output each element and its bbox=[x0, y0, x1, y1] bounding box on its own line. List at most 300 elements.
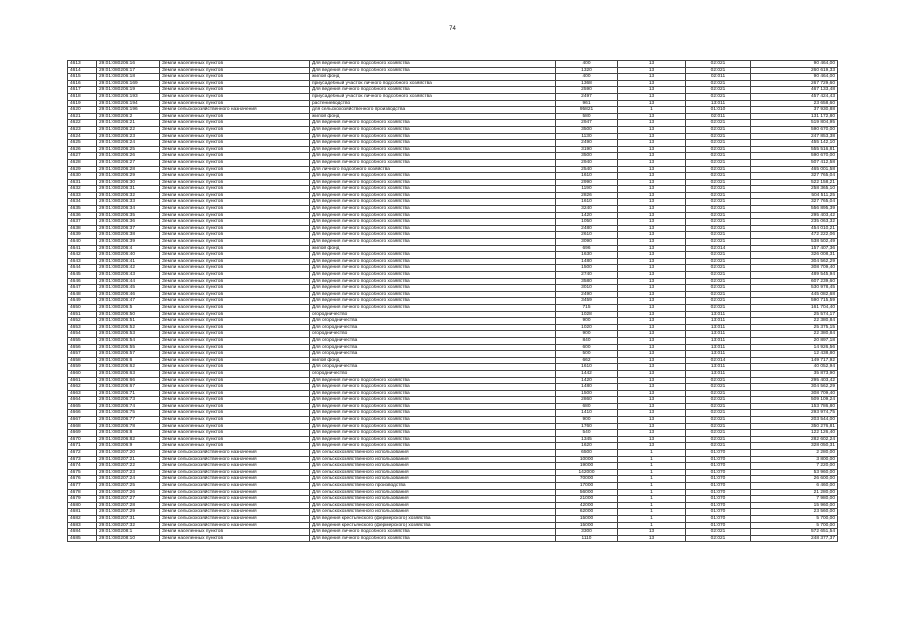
permitted-use-cell: Для сельскохозяйственного использования bbox=[310, 463, 556, 470]
row-number-cell: 4674 bbox=[68, 463, 97, 470]
land-category-cell: Земли населенных пунктов bbox=[160, 258, 310, 265]
code-cell: 01:070 bbox=[686, 463, 751, 470]
code-cell: 02:021 bbox=[686, 126, 751, 133]
permitted-use-cell: Для ведения личного подсобного хозяйства bbox=[310, 232, 556, 239]
group-cell: 13 bbox=[618, 74, 686, 81]
permitted-use-cell: жилой фонд bbox=[310, 357, 556, 364]
land-category-cell: Земли населенных пунктов bbox=[160, 535, 310, 542]
cadastral-number-cell: 29:01:080206:55 bbox=[97, 344, 160, 351]
cadastral-value-cell: 40 052,94 bbox=[751, 364, 838, 371]
code-cell: 02:021 bbox=[686, 436, 751, 443]
row-number-cell: 4666 bbox=[68, 410, 97, 417]
cadastral-number-cell: 29:01:080206:33 bbox=[97, 199, 160, 206]
cadastral-number-cell: 29:01:080206:23 bbox=[97, 133, 160, 140]
permitted-use-cell: растениеводство bbox=[310, 100, 556, 107]
table-row bbox=[68, 337, 838, 344]
cadastral-value-cell: 12 438,80 bbox=[751, 351, 838, 358]
group-cell: 13 bbox=[618, 272, 686, 279]
cadastral-value-cell: 590 715,59 bbox=[751, 298, 838, 305]
land-category-cell: Земли сельскохозяйственного назначения bbox=[160, 496, 310, 503]
area-cell: 900 bbox=[556, 318, 618, 325]
permitted-use-cell: Для ведения личного подсобного хозяйства bbox=[310, 377, 556, 384]
cadastral-value-cell: 555 516,81 bbox=[751, 146, 838, 153]
code-cell: 02:014 bbox=[686, 245, 751, 252]
cadastral-value-cell: 153 786,80 bbox=[751, 403, 838, 410]
cadastral-number-cell: 29:01:080208:10 bbox=[97, 535, 160, 542]
group-cell: 13 bbox=[618, 285, 686, 292]
cadastral-number-cell: 29:01:080206:22 bbox=[97, 126, 160, 133]
table-row bbox=[68, 291, 838, 298]
land-category-cell: Земли населенных пунктов bbox=[160, 120, 310, 127]
table-row bbox=[68, 496, 838, 503]
row-number-cell: 4629 bbox=[68, 166, 97, 173]
group-cell: 1 bbox=[618, 489, 686, 496]
table-row bbox=[68, 120, 838, 127]
land-category-cell: Земли населенных пунктов bbox=[160, 384, 310, 391]
area-cell: 3240 bbox=[556, 206, 618, 213]
area-cell: 1410 bbox=[556, 410, 618, 417]
land-category-cell: Земли населенных пунктов bbox=[160, 529, 310, 536]
permitted-use-cell: Для ведения личного подсобного хозяйства bbox=[310, 417, 556, 424]
group-cell: 13 bbox=[618, 364, 686, 371]
cadastral-number-cell: 29:01:080207:21 bbox=[97, 456, 160, 463]
cadastral-number-cell: 29:01:080206:17 bbox=[97, 67, 160, 74]
table-row bbox=[68, 232, 838, 239]
table-row bbox=[68, 186, 838, 193]
code-cell: 02:021 bbox=[686, 417, 751, 424]
code-cell: 02:021 bbox=[686, 80, 751, 87]
area-cell: 600 bbox=[556, 344, 618, 351]
row-number-cell: 4656 bbox=[68, 344, 97, 351]
cadastral-value-cell: 161 704,40 bbox=[751, 304, 838, 311]
page-number: 74 bbox=[449, 26, 456, 32]
land-category-cell: Земли населенных пунктов bbox=[160, 87, 310, 94]
table-row bbox=[68, 206, 838, 213]
row-number-cell: 4671 bbox=[68, 443, 97, 450]
group-cell: 13 bbox=[618, 265, 686, 272]
code-cell: 02:011 bbox=[686, 113, 751, 120]
land-category-cell: Земли населенных пунктов bbox=[160, 397, 310, 404]
permitted-use-cell: Для ведения личного подсобного хозяйства bbox=[310, 410, 556, 417]
group-cell: 13 bbox=[618, 357, 686, 364]
cadastral-value-cell: 350 276,81 bbox=[751, 423, 838, 430]
code-cell: 02:021 bbox=[686, 166, 751, 173]
group-cell: 13 bbox=[618, 113, 686, 120]
cadastral-number-cell: 29:01:080206:62 bbox=[97, 364, 160, 371]
table-row bbox=[68, 265, 838, 272]
group-cell: 13 bbox=[618, 304, 686, 311]
cadastral-number-cell: 29:01:080206:41 bbox=[97, 258, 160, 265]
code-cell: 02:021 bbox=[686, 258, 751, 265]
group-cell: 1 bbox=[618, 107, 686, 114]
row-number-cell: 4640 bbox=[68, 239, 97, 246]
permitted-use-cell: Для огородничества bbox=[310, 364, 556, 371]
cadastral-number-cell: 29:01:080206:6 bbox=[97, 357, 160, 364]
area-cell: 1130 bbox=[556, 133, 618, 140]
group-cell: 13 bbox=[618, 410, 686, 417]
permitted-use-cell: Для ведения личного подсобного хозяйства bbox=[310, 146, 556, 153]
area-cell: 17000 bbox=[556, 483, 618, 490]
land-category-cell: Земли населенных пунктов bbox=[160, 403, 310, 410]
cadastral-number-cell: 29:01:080206:47 bbox=[97, 298, 160, 305]
code-cell: 13:011 bbox=[686, 311, 751, 318]
permitted-use-cell: Для ведения личного подсобного хозяйства bbox=[310, 206, 556, 213]
group-cell: 13 bbox=[618, 61, 686, 68]
code-cell: 02:021 bbox=[686, 212, 751, 219]
area-cell: 1630 bbox=[556, 252, 618, 259]
cadastral-number-cell: 29:01:080206:34 bbox=[97, 206, 160, 213]
row-number-cell: 4667 bbox=[68, 417, 97, 424]
cadastral-number-cell: 29:01:080206:82 bbox=[97, 436, 160, 443]
group-cell: 13 bbox=[618, 153, 686, 160]
code-cell: 02:021 bbox=[686, 430, 751, 437]
row-number-cell: 4680 bbox=[68, 502, 97, 509]
code-cell: 02:021 bbox=[686, 390, 751, 397]
code-cell: 13:011 bbox=[686, 344, 751, 351]
permitted-use-cell: Для ведения личного подсобного хозяйства bbox=[310, 529, 556, 536]
code-cell: 02:021 bbox=[686, 192, 751, 199]
permitted-use-cell: Для сельскохозяйственного использования bbox=[310, 509, 556, 516]
permitted-use-cell: Для сельскохозяйственного использования bbox=[310, 476, 556, 483]
table-row bbox=[68, 173, 838, 180]
land-category-cell: Земли населенных пунктов bbox=[160, 140, 310, 147]
table-row bbox=[68, 397, 838, 404]
row-number-cell: 4658 bbox=[68, 357, 97, 364]
cadastral-value-cell: 22 380,84 bbox=[751, 331, 838, 338]
group-cell: 13 bbox=[618, 351, 686, 358]
area-cell: 95821 bbox=[556, 107, 618, 114]
table-row bbox=[68, 126, 838, 133]
cadastral-value-cell: 247 853,38 bbox=[751, 133, 838, 140]
row-number-cell: 4676 bbox=[68, 476, 97, 483]
code-cell: 01:070 bbox=[686, 496, 751, 503]
row-number-cell: 4650 bbox=[68, 304, 97, 311]
permitted-use-cell: Для ведения личного подсобного хозяйства bbox=[310, 535, 556, 542]
cadastral-value-cell: 35 873,90 bbox=[751, 370, 838, 377]
code-cell: 01:070 bbox=[686, 483, 751, 490]
cadastral-number-cell: 29:01:080206:50 bbox=[97, 311, 160, 318]
code-cell: 02:021 bbox=[686, 87, 751, 94]
cadastral-value-cell: 519 804,95 bbox=[751, 120, 838, 127]
permitted-use-cell: Для ведения личного подсобного хозяйства bbox=[310, 298, 556, 305]
cadastral-number-cell: 29:01:080207:25 bbox=[97, 483, 160, 490]
table-row bbox=[68, 140, 838, 147]
cadastral-number-cell: 29:01:080206:194 bbox=[97, 100, 160, 107]
area-cell: 56000 bbox=[556, 489, 618, 496]
permitted-use-cell: Для ведения личного подсобного хозяйства bbox=[310, 126, 556, 133]
group-cell: 13 bbox=[618, 192, 686, 199]
cadastral-number-cell: 29:01:080207:29 bbox=[97, 509, 160, 516]
group-cell: 13 bbox=[618, 225, 686, 232]
permitted-use-cell: Для ведения личного подсобного хозяйства bbox=[310, 225, 556, 232]
area-cell: 2497 bbox=[556, 93, 618, 100]
permitted-use-cell: Для ведения личного подсобного хозяйства bbox=[310, 291, 556, 298]
row-number-cell: 4627 bbox=[68, 153, 97, 160]
land-category-cell: Земли населенных пунктов bbox=[160, 173, 310, 180]
code-cell: 13:011 bbox=[686, 318, 751, 325]
permitted-use-cell: приусадебный участок личного подсобного хозяйства bbox=[310, 80, 556, 87]
permitted-use-cell: Для огородничества bbox=[310, 324, 556, 331]
group-cell: 13 bbox=[618, 529, 686, 536]
row-number-cell: 4643 bbox=[68, 258, 97, 265]
permitted-use-cell: Для ведения личного подсобного хозяйства bbox=[310, 120, 556, 127]
row-number-cell: 4672 bbox=[68, 450, 97, 457]
area-cell: 1345 bbox=[556, 436, 618, 443]
permitted-use-cell: Для огородничества bbox=[310, 318, 556, 325]
cadastral-number-cell: 29:01:080206:39 bbox=[97, 239, 160, 246]
land-category-cell: Земли населенных пунктов bbox=[160, 430, 310, 437]
code-cell: 01:070 bbox=[686, 476, 751, 483]
permitted-use-cell: Для ведения личного подсобного хозяйства bbox=[310, 252, 556, 259]
group-cell: 13 bbox=[618, 337, 686, 344]
cadastral-value-cell: 53 960,00 bbox=[751, 469, 838, 476]
row-number-cell: 4641 bbox=[68, 245, 97, 252]
land-category-cell: Земли населенных пунктов bbox=[160, 377, 310, 384]
cadastral-value-cell: 157 407,36 bbox=[751, 245, 838, 252]
table-row bbox=[68, 87, 838, 94]
group-cell: 13 bbox=[618, 397, 686, 404]
cadastral-number-cell: 29:01:080206:74 bbox=[97, 403, 160, 410]
land-category-cell: Земли населенных пунктов bbox=[160, 304, 310, 311]
table-row bbox=[68, 107, 838, 114]
area-cell: 1442 bbox=[556, 370, 618, 377]
permitted-use-cell: Для огородничества bbox=[310, 337, 556, 344]
cadastral-number-cell: 29:01:080207:32 bbox=[97, 522, 160, 529]
land-category-cell: Земли населенных пунктов bbox=[160, 186, 310, 193]
cadastral-number-cell: 29:01:080207:31 bbox=[97, 515, 160, 522]
row-number-cell: 4664 bbox=[68, 397, 97, 404]
table-row bbox=[68, 535, 838, 542]
land-category-cell: Земли населенных пунктов bbox=[160, 146, 310, 153]
row-number-cell: 4633 bbox=[68, 192, 97, 199]
code-cell: 02:014 bbox=[686, 357, 751, 364]
table-row bbox=[68, 331, 838, 338]
code-cell: 01:070 bbox=[686, 522, 751, 529]
code-cell: 13:011 bbox=[686, 351, 751, 358]
group-cell: 13 bbox=[618, 120, 686, 127]
land-category-cell: Земли населенных пунктов bbox=[160, 126, 310, 133]
cadastral-number-cell: 29:01:080206:57 bbox=[97, 351, 160, 358]
row-number-cell: 4684 bbox=[68, 529, 97, 536]
area-cell: 1610 bbox=[556, 364, 618, 371]
permitted-use-cell: Для ведения личного подсобного хозяйства bbox=[310, 140, 556, 147]
table-row bbox=[68, 476, 838, 483]
cadastral-number-cell: 29:01:080206:35 bbox=[97, 212, 160, 219]
permitted-use-cell: Для ведения личного подсобного хозяйства bbox=[310, 397, 556, 404]
permitted-use-cell: Для ведения личного подсобного хозяйства bbox=[310, 272, 556, 279]
land-category-cell: Земли населенных пунктов bbox=[160, 443, 310, 450]
area-cell: 62000 bbox=[556, 509, 618, 516]
permitted-use-cell: Для ведения личного подсобного хозяйства bbox=[310, 192, 556, 199]
cadastral-number-cell: 29:01:080206:67 bbox=[97, 384, 160, 391]
cadastral-number-cell: 29:01:080206:31 bbox=[97, 186, 160, 193]
permitted-use-cell: Для сельскохозяйственного использования bbox=[310, 456, 556, 463]
cadastral-number-cell: 29:01:080207:20 bbox=[97, 450, 160, 457]
cadastral-value-cell: 90 464,00 bbox=[751, 74, 838, 81]
permitted-use-cell: Для ведения личного подсобного хозяйства bbox=[310, 159, 556, 166]
row-number-cell: 4654 bbox=[68, 331, 97, 338]
cadastral-number-cell: 29:01:080206:9 bbox=[97, 443, 160, 450]
cadastral-value-cell: 25 574,17 bbox=[751, 311, 838, 318]
group-cell: 13 bbox=[618, 219, 686, 226]
permitted-use-cell: Для ведения личного подсобного хозяйства bbox=[310, 133, 556, 140]
code-cell: 01:070 bbox=[686, 515, 751, 522]
code-cell: 01:070 bbox=[686, 469, 751, 476]
area-cell: 400 bbox=[556, 61, 618, 68]
area-cell: 1610 bbox=[556, 199, 618, 206]
land-category-cell: Земли населенных пунктов bbox=[160, 80, 310, 87]
cadastral-number-cell: 29:01:080206:16 bbox=[97, 61, 160, 68]
area-cell: 3010 bbox=[556, 285, 618, 292]
code-cell: 13:011 bbox=[686, 100, 751, 107]
area-cell: 696 bbox=[556, 245, 618, 252]
code-cell: 02:021 bbox=[686, 285, 751, 292]
area-cell: 15000 bbox=[556, 515, 618, 522]
group-cell: 13 bbox=[618, 212, 686, 219]
code-cell: 02:021 bbox=[686, 206, 751, 213]
row-number-cell: 4647 bbox=[68, 285, 97, 292]
table-row bbox=[68, 522, 838, 529]
cadastral-value-cell: 326 008,31 bbox=[751, 252, 838, 259]
land-category-cell: Земли населенных пунктов bbox=[160, 100, 310, 107]
row-number-cell: 4646 bbox=[68, 278, 97, 285]
group-cell: 13 bbox=[618, 370, 686, 377]
table-row bbox=[68, 278, 838, 285]
area-cell: 3500 bbox=[556, 126, 618, 133]
code-cell: 02:021 bbox=[686, 120, 751, 127]
area-cell: 900 bbox=[556, 331, 618, 338]
area-cell: 2990 bbox=[556, 179, 618, 186]
area-cell: 715 bbox=[556, 304, 618, 311]
row-number-cell: 4678 bbox=[68, 489, 97, 496]
permitted-use-cell: Для ведения личного подсобного хозяйства bbox=[310, 219, 556, 226]
table-row bbox=[68, 377, 838, 384]
area-cell: 2740 bbox=[556, 272, 618, 279]
cadastral-number-cell: 29:01:080206:46 bbox=[97, 291, 160, 298]
area-cell: 1480 bbox=[556, 258, 618, 265]
permitted-use-cell: Для ведения личного подсобного хозяйства bbox=[310, 443, 556, 450]
permitted-use-cell: Для ведения личного подсобного хозяйства bbox=[310, 212, 556, 219]
cadastral-value-cell: 590 670,00 bbox=[751, 126, 838, 133]
area-cell: 10000 bbox=[556, 456, 618, 463]
group-cell: 13 bbox=[618, 311, 686, 318]
area-cell: 2940 bbox=[556, 159, 618, 166]
code-cell: 02:021 bbox=[686, 252, 751, 259]
cadastral-number-cell: 29:01:080207:24 bbox=[97, 476, 160, 483]
permitted-use-cell: Для сельскохозяйственного использования bbox=[310, 489, 556, 496]
land-category-cell: Земли населенных пунктов bbox=[160, 337, 310, 344]
group-cell: 13 bbox=[618, 245, 686, 252]
cadastral-number-cell: 29:01:080207:28 bbox=[97, 502, 160, 509]
code-cell: 13:011 bbox=[686, 324, 751, 331]
land-category-cell: Земли сельскохозяйственного назначения bbox=[160, 107, 310, 114]
land-category-cell: Земли населенных пунктов bbox=[160, 219, 310, 226]
permitted-use-cell: для сельскохозяйственного производства bbox=[310, 107, 556, 114]
cadastral-value-cell: 131 172,80 bbox=[751, 113, 838, 120]
land-category-cell: Земли населенных пунктов bbox=[160, 206, 310, 213]
code-cell: 02:021 bbox=[686, 140, 751, 147]
area-cell: 19000 bbox=[556, 463, 618, 470]
code-cell: 02:021 bbox=[686, 443, 751, 450]
permitted-use-cell: Для ведения личного подсобного хозяйства bbox=[310, 153, 556, 160]
permitted-use-cell: Для ведения личного подсобного хозяйства bbox=[310, 199, 556, 206]
group-cell: 13 bbox=[618, 331, 686, 338]
land-category-cell: Земли населенных пунктов bbox=[160, 113, 310, 120]
row-number-cell: 4626 bbox=[68, 146, 97, 153]
land-category-cell: Земли населенных пунктов bbox=[160, 278, 310, 285]
area-cell: 3300 bbox=[556, 529, 618, 536]
cadastral-value-cell: 7 980,00 bbox=[751, 496, 838, 503]
table-row bbox=[68, 272, 838, 279]
table-row bbox=[68, 463, 838, 470]
group-cell: 13 bbox=[618, 173, 686, 180]
land-category-cell: Земли сельскохозяйственного назначения bbox=[160, 456, 310, 463]
table-row bbox=[68, 489, 838, 496]
area-cell: 1020 bbox=[556, 324, 618, 331]
row-number-cell: 4660 bbox=[68, 370, 97, 377]
cadastral-value-cell: 260 619,33 bbox=[751, 67, 838, 74]
permitted-use-cell: Для ведения личного подсобного хозяйства bbox=[310, 61, 556, 68]
row-number-cell: 4644 bbox=[68, 265, 97, 272]
area-cell: 1190 bbox=[556, 186, 618, 193]
table-row bbox=[68, 318, 838, 325]
table-row bbox=[68, 298, 838, 305]
code-cell: 01:070 bbox=[686, 502, 751, 509]
permitted-use-cell: Для ведения крестьянского (фермерского) хозяйства bbox=[310, 515, 556, 522]
permitted-use-cell: Для ведения личного подсобного хозяйства bbox=[310, 67, 556, 74]
code-cell: 01:070 bbox=[686, 456, 751, 463]
cadastral-value-cell: 472 222,06 bbox=[751, 232, 838, 239]
cadastral-value-cell: 267 729,60 bbox=[751, 80, 838, 87]
cadastral-number-cell: 29:01:080206:51 bbox=[97, 318, 160, 325]
table-row bbox=[68, 410, 838, 417]
code-cell: 01:070 bbox=[686, 450, 751, 457]
land-category-cell: Земли сельскохозяйственного назначения bbox=[160, 469, 310, 476]
cadastral-value-cell: 7 220,00 bbox=[751, 463, 838, 470]
land-category-cell: Земли населенных пунктов bbox=[160, 318, 310, 325]
code-cell: 02:021 bbox=[686, 384, 751, 391]
row-number-cell: 4617 bbox=[68, 87, 97, 94]
row-number-cell: 4649 bbox=[68, 298, 97, 305]
code-cell: 02:021 bbox=[686, 232, 751, 239]
area-cell: 840 bbox=[556, 337, 618, 344]
permitted-use-cell: Для ведения личного подсобного хозяйства bbox=[310, 430, 556, 437]
code-cell: 02:021 bbox=[686, 423, 751, 430]
permitted-use-cell: жилой фонд bbox=[310, 113, 556, 120]
cadastral-number-cell: 29:01:080206:196 bbox=[97, 107, 160, 114]
group-cell: 13 bbox=[618, 186, 686, 193]
cadastral-number-cell: 29:01:080206:30 bbox=[97, 179, 160, 186]
table-row bbox=[68, 199, 838, 206]
permitted-use-cell: огородничество bbox=[310, 311, 556, 318]
land-category-cell: Земли населенных пунктов bbox=[160, 265, 310, 272]
code-cell: 02:021 bbox=[686, 377, 751, 384]
area-cell: 2490 bbox=[556, 140, 618, 147]
cadastral-value-cell: 507 412,58 bbox=[751, 159, 838, 166]
row-number-cell: 4622 bbox=[68, 120, 97, 127]
area-cell: 1610 bbox=[556, 173, 618, 180]
area-cell: 2860 bbox=[556, 397, 618, 404]
group-cell: 1 bbox=[618, 476, 686, 483]
row-number-cell: 4679 bbox=[68, 496, 97, 503]
table-row bbox=[68, 370, 838, 377]
table-row bbox=[68, 351, 838, 358]
cadastral-value-cell: 282 602,24 bbox=[751, 436, 838, 443]
code-cell: 13:011 bbox=[686, 370, 751, 377]
land-category-cell: Земли населенных пунктов bbox=[160, 225, 310, 232]
land-category-cell: Земли населенных пунктов bbox=[160, 179, 310, 186]
group-cell: 13 bbox=[618, 390, 686, 397]
